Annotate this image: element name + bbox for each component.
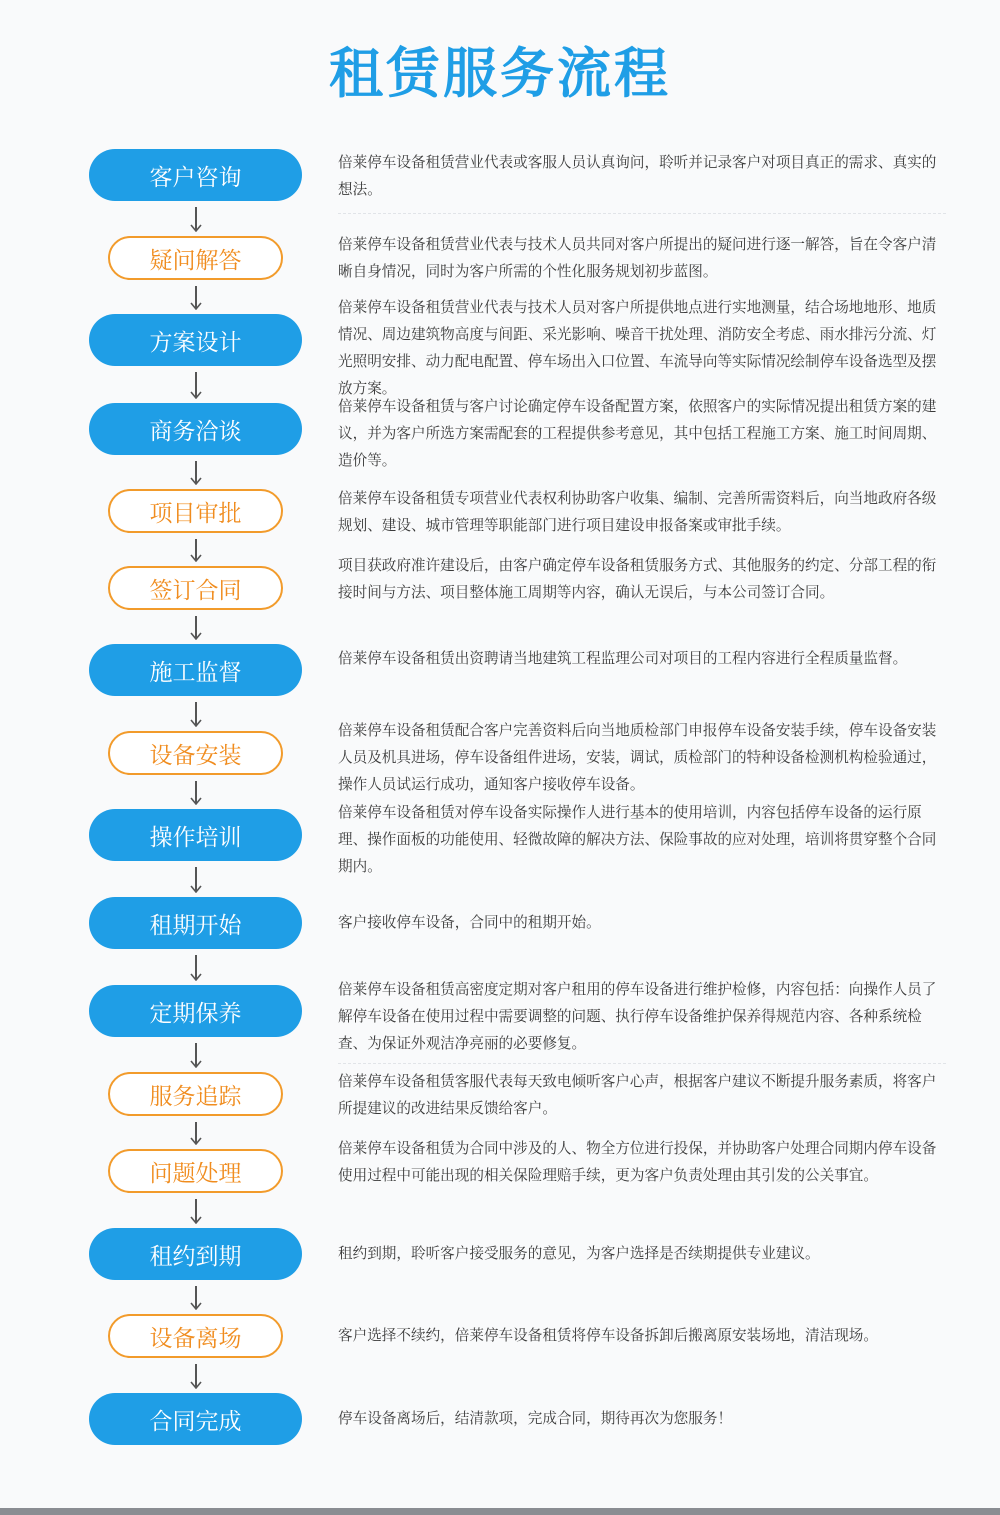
- step-5-pill: 项目审批: [108, 489, 283, 533]
- step-11-description: 倍莱停车设备租赁高密度定期对客户租用的停车设备进行维护检修，内容包括：向操作人员了解停车设备在使用过程中需要调整的问题、执行停车设备维护保养得规范内容、各种系统检查、为保证外观洁净亮丽的必要修复。: [338, 981, 937, 1052]
- step-15-pill: 设备离场: [108, 1314, 283, 1358]
- flow-arrow-icon: [189, 1364, 203, 1389]
- step-6-description: 项目获政府准许建设后，由客户确定停车设备租赁服务方式、其他服务的约定、分部工程的衔接时间与方法、项目整体施工周期等内容，确认无误后，与本公司签订合同。: [338, 557, 937, 601]
- step-5-description: 倍莱停车设备租赁专项营业代表权利协助客户收集、编制、完善所需资料后，向当地政府各级规划、建设、城市管理等职能部门进行项目建设申报备案或审批手续。: [338, 490, 937, 534]
- flow-arrow-icon: [189, 955, 203, 981]
- step-1-description: 倍莱停车设备租赁营业代表或客服人员认真询问，聆听并记录客户对项目真正的需求、真实的想法。: [338, 154, 937, 198]
- flow-arrow-icon: [189, 1199, 203, 1224]
- step-16-description: 停车设备离场后，结清款项，完成合同，期待再次为您服务！: [338, 1410, 733, 1427]
- flow-arrow-icon: [189, 616, 203, 640]
- step-3-pill: 方案设计: [89, 314, 302, 366]
- flow-arrow-icon: [189, 372, 203, 399]
- flow-arrow-icon: [189, 539, 203, 562]
- step-13-description: 倍莱停车设备租赁为合同中涉及的人、物全方位进行投保，并协助客户处理合同期内停车设备使用过程中可能出现的相关保险理赔手续，更为客户负责处理由其引发的公关事宜。: [338, 1140, 937, 1184]
- step-4-pill: 商务洽谈: [89, 403, 302, 455]
- step-3-description: 倍莱停车设备租赁营业代表与技术人员对客户所提供地点进行实地测量，结合场地地形、地质情况、周边建筑物高度与间距、采光影响、噪音干扰处理、消防安全考虑、雨水排污分流、灯光照明安排、动力配电配置、停车场出入口位置、车流导向等实际情况绘制停车设备选型及摆放方案。: [338, 299, 937, 397]
- step-13-pill: 问题处理: [108, 1149, 283, 1193]
- step-1-pill: 客户咨询: [89, 149, 302, 201]
- page-title: 租赁服务流程: [329, 42, 671, 105]
- step-14-description: 租约到期，聆听客户接受服务的意见，为客户选择是否续期提供专业建议。: [338, 1245, 820, 1262]
- step-14-pill: 租约到期: [89, 1228, 302, 1280]
- separator-line: [338, 213, 946, 214]
- flow-arrow-icon: [189, 702, 203, 727]
- step-6-pill: 签订合同: [108, 566, 283, 610]
- flow-arrow-icon: [189, 1122, 203, 1145]
- flow-arrow-icon: [189, 1286, 203, 1310]
- flow-arrow-icon: [189, 867, 203, 893]
- flow-arrow-icon: [189, 207, 203, 232]
- step-4-description: 倍莱停车设备租赁与客户讨论确定停车设备配置方案，依照客户的实际情况提出租赁方案的建议，并为客户所选方案需配套的工程提供参考意见，其中包括工程施工方案、施工时间周期、造价等。: [338, 398, 937, 469]
- flow-arrow-icon: [189, 781, 203, 805]
- step-9-description: 倍莱停车设备租赁对停车设备实际操作人进行基本的使用培训，内容包括停车设备的运行原理、操作面板的功能使用、轻微故障的解决方法、保险事故的应对处理，培训将贯穿整个合同期内。: [338, 804, 937, 875]
- bottom-bar: [0, 1508, 1000, 1515]
- step-9-pill: 操作培训: [89, 809, 302, 861]
- step-12-description: 倍莱停车设备租赁客服代表每天致电倾听客户心声，根据客户建议不断提升服务素质，将客户所提建议的改进结果反馈给客户。: [338, 1073, 937, 1117]
- separator-line: [338, 1063, 946, 1064]
- step-2-pill: 疑问解答: [108, 236, 283, 280]
- flow-arrow-icon: [189, 461, 203, 485]
- flow-arrow-icon: [189, 1043, 203, 1068]
- step-16-pill: 合同完成: [89, 1393, 302, 1445]
- step-15-description: 客户选择不续约，倍莱停车设备租赁将停车设备拆卸后搬离原安装场地，清洁现场。: [338, 1327, 878, 1344]
- step-2-description: 倍莱停车设备租赁营业代表与技术人员共同对客户所提出的疑问进行逐一解答，旨在令客户清晰自身情况，同时为客户所需的个性化服务规划初步蓝图。: [338, 236, 937, 280]
- step-7-pill: 施工监督: [89, 644, 302, 696]
- step-8-description: 倍莱停车设备租赁配合客户完善资料后向当地质检部门申报停车设备安装手续，停车设备安装人员及机具进场，停车设备组件进场，安装，调试，质检部门的特种设备检测机构检验通过，操作人员试运行成功，通知客户接收停车设备。: [338, 722, 937, 793]
- step-11-pill: 定期保养: [89, 985, 302, 1037]
- step-7-description: 倍莱停车设备租赁出资聘请当地建筑工程监理公司对项目的工程内容进行全程质量监督。: [338, 650, 908, 667]
- flow-arrow-icon: [189, 286, 203, 310]
- step-8-pill: 设备安装: [108, 731, 283, 775]
- step-10-pill: 租期开始: [89, 897, 302, 949]
- step-12-pill: 服务追踪: [108, 1072, 283, 1116]
- step-10-description: 客户接收停车设备，合同中的租期开始。: [338, 914, 601, 931]
